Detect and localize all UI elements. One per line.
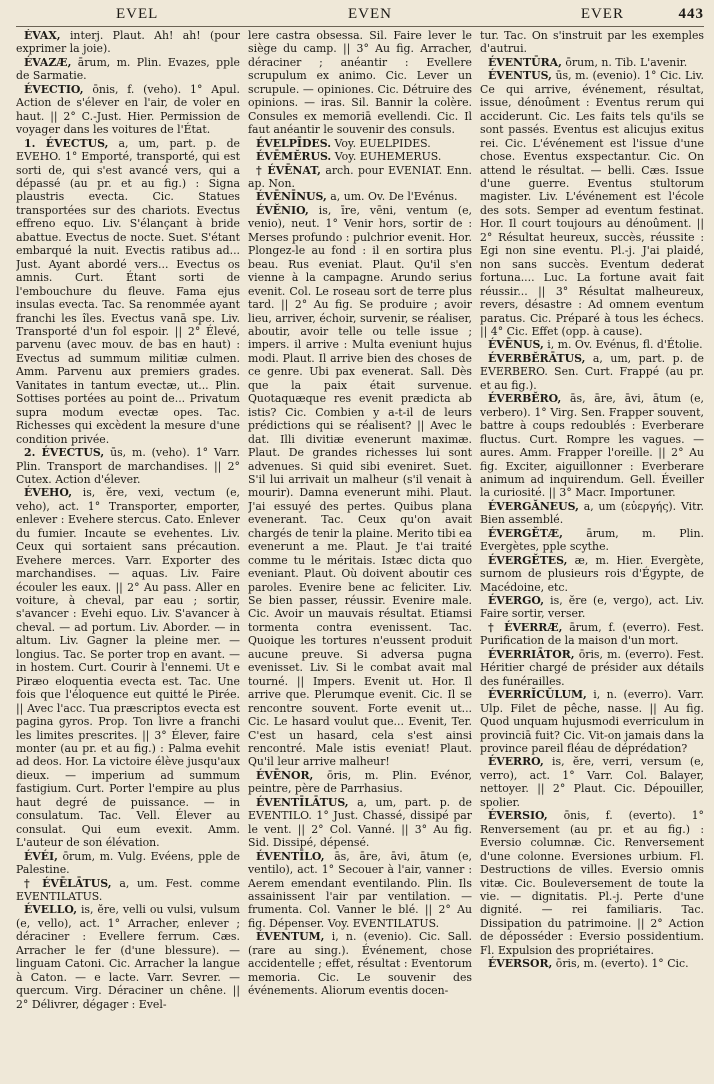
entry-headword: ÉVENTŪRA, [488,55,562,69]
entry-text: ōnis, f. (veho). 1° Apul. Action de s'élever en l'air, de voler en haut. || 2° C.-Just. Hier. Permission de voyager dans les voitures de l'État. [16,82,240,137]
entry-text: Voy. EUELPIDES. [334,136,431,150]
entry-headword: ÉVÉI, [24,849,58,863]
entry-headword: ÉVĔNIO, [256,203,309,217]
entry-headword: ÉVERRĬCŬLUM, [488,688,587,702]
dictionary-entry [248,769,472,796]
entry-text: ārum, m. Plin. Evazes, pple de Sarmatie. [16,55,240,83]
entry-text: a, um, part. p. de EVEHO. 1° Emporté, transporté, qui est sorti de, qui s'est avancé vers, qui a dépassé (au pr. et au fig.) : Signa plaustris evecta. Cic. Statues transportées sur des chariots. Evectus effreno equo. Liv. S'élançant à bride abattue. Evectus de nocte. Suet. S'étant embarqué la nuit. Evectis ratibus ad... Just. Ayant abordé vers... Evectus os amnis. Curt. Étant sorti de l'embouchure du fleuve. Fama ejus insulas evecta. Tac. Sa renommée ayant franchi les îles. Evectus vanā spe. Liv. Transporté d'un fol espoir. || 2° Élevé, parvenu (avec mouv. de bas en haut) : Evectus ad summum militiæ culmen. Amm. Parvenu aux premiers grades. Vanitates in tantum evectæ, ut... Plin. Sottises portées au point de... Privatum supra modum evectæ opes. Tac. Richesses qui excèdent la mesure d'une condition privée. [16,136,240,446]
entry-text: interj. Plaut. Ah! ah! (pour exprimer la joie). [16,29,240,56]
entry-headword: ÉVAX, [24,29,61,42]
entry-headword: ÉVENTĪLO, [256,849,325,863]
entry-headword: † ÉVĒNAT, [256,163,321,177]
entry-text: is, ĕre, velli ou vulsi, vulsum (e, vello), act. 1° Arracher, enlever ; déraciner : Evellere ferrum. Cæs. Arracher le fer (d'une blessure). — linguam Catoni. Cic. Arracher la langue à Caton. — e lacte. Varr. Sevrer. — quercum. Virg. Déraciner un chêne. || 2° Délivrer, dégager : Evel- [16,903,240,1011]
entry-headword: ÉVENTUS, [488,69,552,83]
header-center-guideword: EVEN [347,6,392,22]
entry-text: ōris, m. Plin. Evénor, peintre, père de Parrhasius. [248,768,472,796]
running-header [16,6,704,27]
entry-text: æ, m. Hier. Evergète, surnom de plusieurs rois d'Égypte, de Macédoine, etc. [480,553,704,594]
dictionary-entry [480,352,704,392]
dictionary-entry [480,527,704,554]
entry-text: ōrum, n. Tib. L'avenir. [565,55,688,69]
entry-headword: ÉVERGĂNEUS, [488,499,579,513]
entry-headword: ÉVEHO, [24,486,72,500]
entry-headword: ÉVERGĔTES, [488,553,568,567]
entry-headword: ÉVĒNUS, [488,338,544,352]
column-left [16,29,240,1081]
entry-text: i, n. (everro). Varr. Ulp. Filet de pêche, nasse. || Au fig. Quod unquam hujusmodi everriculum in provinciā fuit? Cic. Vit-on jamais dans la province pareil fléau de déprédation? [480,688,704,756]
entry-text: is, ĕre (e, vergo), act. Liv. Faire sortir, verser. [480,594,704,621]
dictionary-entry [480,29,704,56]
dictionary-entry [480,69,704,338]
dictionary-entry [248,164,472,191]
dictionary-entry [248,930,472,997]
entry-text: ās, āre, āvi, ātum (e, verbero). 1° Virg. Sen. Frapper souvent, battre à coups redoublés : Everberare fluctus. Curt. Rompre les vagues. — aures. Amm. Frapper l'oreille. || 2° Au fig. Exciter, aiguillonner : Everberare animum ad inquirendum. Gell. Éveiller la curiosité. || 3° Macr. Importuner. [480,392,704,500]
dictionary-entry [16,850,240,877]
entry-text: a, um, part. p. de EVENTILO. 1° Just. Chassé, dissipé par le vent. || 2° Col. Vanné. || 3° Au fig. Sid. Dissipé, dépensé. [248,795,472,850]
entry-headword: ÉVELPĪDES. [256,136,332,150]
dictionary-entry [480,500,704,527]
entry-headword: ÉVAZÆ, [24,55,72,69]
entry-text: ūs, m. (veho). 1° Varr. Plin. Transport de marchandises. || 2° Cutex. Action d'élever. [16,446,240,486]
entry-headword: ÉVENTĪLĀTUS, [256,795,349,809]
entry-text: Voy. EUHEMERUS. [334,150,442,164]
entry-text: ōris, m. (everto). 1° Cic. [555,957,689,971]
header-right-guideword: EVER [580,6,624,22]
entry-headword: 1. ÉVECTUS, [24,136,109,150]
entry-text: ōris, m. (everro). Fest. Héritier chargé de présider aux détails des funérailles. [480,647,704,688]
dictionary-entry [480,392,704,500]
dictionary-entry [480,688,704,755]
dictionary-entry [248,850,472,931]
dictionary-entry [480,594,704,621]
dictionary-entry [480,338,704,351]
entry-headword: ÉVENTUM, [256,930,325,944]
entry-text: is, ĕre, verri, versum (e, verro), act. 1° Varr. Col. Balayer, nettoyer. || 2° Plaut. Cic. Dépouiller, spolier. [480,755,704,809]
entry-text: ūs, m. (evenio). 1° Cic. Liv. Ce qui arrive, événement, résultat, issue, dénoûment : Eventus rerum qui acciderunt. Cic. Les faits tels qu'ils se sont passés. Eventus est alicujus exitus rei. Cic. L'événement est l'issue d'une chose. Eventus exspectantur. Cic. On attend le résultat. — belli. Cæs. Issue d'une guerre. Eventus stultorum magister. Liv. L'événement est l'école des sots. Semper ad eventum festinat. Hor. Il court toujours au dénoûment. || 2° Résultat heureux, succès, réussite : Egi non sine eventu. Pl.-j. J'ai plaidé, non sans succès. Eventum dederat fortuna.... Luc. La fortune avait fait réussir... || 3° Résultat malheureux, revers, désastre : Ad omnem eventum paratus. Cic. Préparé à tous les échecs. || 4° Cic. Effet (opp. à cause). [480,69,704,338]
entry-text: arch. pour EVENIAT. Enn. ap. Non. [248,163,472,190]
entry-headword: ÉVERSOR, [488,957,553,971]
entry-text: a, um. Fest. comme EVENTILATUS. [16,876,240,903]
dictionary-entry [16,877,240,904]
entry-text: lere castra obsessa. Sil. Faire lever le siège du camp. || 3° Au fig. Arracher, déraciner ; anéantir : Evellere scrupulum ex animo. Cic. Lever un scrupule. — opiniones. Cic. Détruire des opinions. — iras. Sil. Bannir la colère. Consules ex memoriā evellendi. Cic. Il faut anéantir le souvenir des consuls. [248,29,472,137]
page-number: 443 [678,6,704,22]
dictionary-entry [248,29,472,137]
column-middle [248,29,472,1081]
entry-text: ārum, f. (everro). Fest. Purification de la maison d'un mort. [480,620,704,648]
dictionary-entry [248,190,472,203]
entry-text: a, um (εὐεργής). Vitr. Bien assemblé. [480,499,704,527]
entry-headword: ÉVERGO, [488,594,545,608]
entry-headword: ÉVERRO, [488,755,544,769]
dictionary-entry [16,446,240,486]
dictionary-entry [248,150,472,163]
dictionary-entry [480,648,704,688]
dictionary-entry [480,621,704,648]
entry-text: is, īre, vēni, ventum (e, venio), neut. 1° Venir hors, sortir de : Merses profundo : pulchrior evenit. Hor. Plongez-le au fond : il en sortira plus beau. Rus eveniat. Plaut. Qu'il s'en vienne à la campagne. Arundo serius evenit. Col. Le roseau sort de terre plus tard. || 2° Au fig. Se produire ; avoir lieu, arriver, échoir, survenir, se réaliser, aboutir, avoir telle ou telle issue ; impers. il arrive : Multa eveniunt hujus modi. Plaut. Il arrive bien des choses de ce genre. Ubi pax evenerat. Sall. Dès que la paix était survenue. Quotaquæque res evenit prædicta ab istis? Cic. Combien y a-t-il de leurs prédictions qui se réalisent? || Avec le dat. Illi divitiæ evenerunt maximæ. Plaut. De grandes richesses lui sont advenues. Si quid sibi eveniret. Suet. S'il lui arrivait un malheur (s'il venait à mourir). Damna evenerunt mihi. Plaut. J'ai essuyé des pertes. Quibus plana evenerant. Tac. Ceux qu'on avait chargés de tenir la plaine. Merito tibi ea evenerunt a me. Plaut. Je t'ai traité comme tu le méritais. Istæc dicta quo eveniant. Plaut. Où doivent aboutir ces paroles. Evenire bene ac feliciter. Liv. Se bien passer, réussir. Evenire male. Cic. Avoir un mauvais résultat. Etiamsi tormenta contra evenissent. Tac. Quoique les tortures n'eussent produit aucune preuve. Si adversa pugna evenisset. Liv. Si le combat avait mal tourné. || Impers. Evenit ut. Hor. Il arrive que. Plerumque evenit. Cic. Il se rencontre souvent. Forte evenit ut... Cic. Le hasard voulut que... Evenit, Ter. C'est un hasard, cela s'est ainsi rencontré. Male istis eveniat! Plaut. Qu'il leur arrive malheur! [248,203,472,769]
dictionary-entry [16,903,240,1011]
dictionary-entry [480,554,704,594]
entry-text: is, ĕre, vexi, vectum (e, veho), act. 1° Transporter, emporter, enlever : Evehere stercus. Cato. Enlever du fumier. Incaute se evehentes. Liv. Ceux qui sortaient sans précaution. Evehere merces. Varr. Exporter des marchandises. — aquas. Liv. Faire écouler les eaux. || 2° Au pass. Aller en voiture, à cheval, par eau ; sortir, s'avancer : Evehi equo. Liv. S'avancer à cheval. — ad portum. Liv. Aborder. — in altum. Liv. Gagner la pleine mer. — longius. Tac. Se porter trop en avant. — in hostem. Curt. Courir à l'ennemi. Ut e Piræo eloquentia evecta est. Tac. Une fois que l'éloquence eut quitté le Pirée. || Avec l'acc. Tua præscriptos evecta est pagina gyros. Prop. Ton livre a franchi les limites prescrites. || 3° Élever, faire monter (au pr. et au fig.) : Palma evehit ad deos. Hor. La victoire élève jusqu'aux dieux. — imperium ad summum fastigium. Curt. Porter l'empire au plus haut degré de puissance. — in consulatum. Tac. Vell. Élever au consulat. Qui eum evexit. Amm. L'auteur de son élévation. [16,486,240,850]
entry-headword: ÉVECTIO, [24,82,84,96]
header-left-guideword: EVEL [116,6,159,22]
entry-headword: † ÉVĒLĀTUS, [24,876,112,890]
entry-text: a, um. Ov. De l'Evénus. [330,190,458,204]
entry-headword: ÉVĒNOR, [256,768,314,782]
entry-headword: ÉVĒMĔRUS. [256,150,332,164]
entry-text: tur. Tac. On s'instruit par les exemples d'autrui. [480,29,704,56]
entry-text: i, n. (evenio). Cic. Sall. (rare au sing.). Événement, chose accidentelle ; effet, résultat : Eventorum memoria. Cic. Le souvenir des événements. Aliorum eventis docen- [248,930,472,998]
column-right [480,29,704,1081]
entry-text: ōnis, f. (everto). 1° Renversement (au pr. et au fig.) : Eversio columnæ. Cic. Renversement d'une colonne. Eversiones urbium. Fl. Destructions de villes. Eversio omnis vitæ. Cic. Bouleversement de toute la vie. — dignitatis. Pl.-j. Perte d'une dignité. — rei familiaris. Tac. Dissipation du patrimoine. || 2° Action de déposséder : Eversio possidentium. Fl. Expulsion des propriétaires. [480,809,704,957]
entry-headword: † ÉVERRÆ, [488,620,563,634]
dictionary-entry [480,957,704,970]
dictionary-entry [248,137,472,150]
entry-text: ās, āre, āvi, ātum (e, ventilo), act. 1° Secouer à l'air, vanner : Aerem emendant eventilando. Plin. Ils assainissent l'air par ventilation. — frumenta. Col. Vanner le blé. || 2° Au fig. Dépenser. Voy. EVENTILATUS. [248,849,472,930]
entry-headword: ÉVERRIĀTOR, [488,647,575,661]
dictionary-entry [16,137,240,446]
entry-headword: 2. ÉVECTUS, [24,446,105,460]
columns [16,29,704,1081]
dictionary-entry [16,83,240,137]
dictionary-entry [480,809,704,957]
dictionary-entry [16,56,240,83]
entry-headword: ÉVERSIO, [488,809,548,823]
dictionary-entry [248,204,472,769]
entry-text: ōrum, m. Vulg. Evéens, pple de Palestine. [16,849,240,877]
entry-headword: ÉVERGĔTÆ, [488,526,563,540]
dictionary-entry [480,56,704,69]
dictionary-entry [16,29,240,56]
entry-text: a, um, part. p. de EVERBERO. Sen. Curt. Frappé (au pr. et au fig.). [480,351,704,392]
entry-text: i, m. Ov. Evénus, fl. d'Étolie. [547,338,703,352]
entry-headword: ÉVELLO, [24,903,78,917]
dictionary-entry [248,796,472,850]
dictionary-entry [480,755,704,809]
entry-headword: ÉVERBĔRO, [488,392,562,406]
entry-headword: ÉVĒNĪNUS, [256,190,327,204]
entry-text: ārum, m. Plin. Evergètes, pple scythe. [480,526,704,554]
entry-headword: ÉVERBĔRĀTUS, [488,351,586,365]
dictionary-entry [16,486,240,849]
